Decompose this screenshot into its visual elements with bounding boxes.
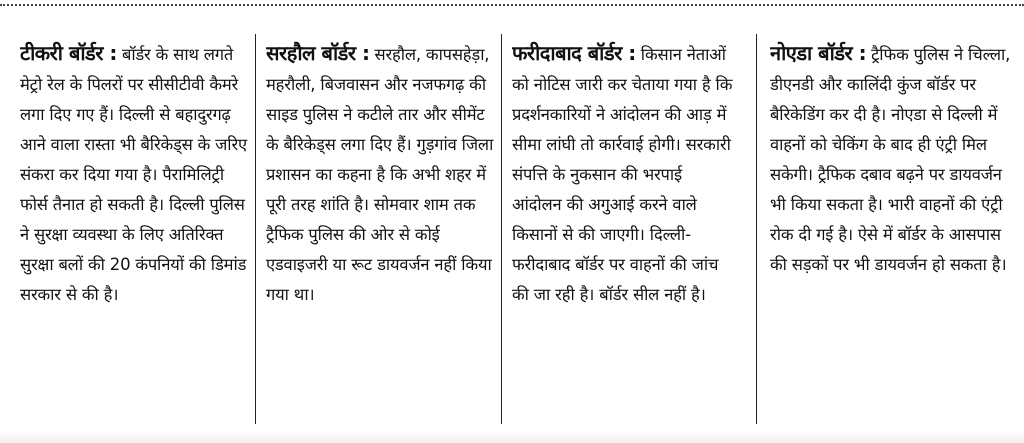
column-divider: [756, 34, 757, 424]
page-bottom-edge: [0, 431, 1024, 443]
article-body: [512, 38, 734, 310]
article-sarhaul-border: [266, 38, 498, 438]
article-heading: नोएडा बॉर्डर :: [770, 41, 867, 65]
column-divider: [255, 34, 256, 424]
article-body: [20, 38, 252, 310]
article-text: बॉर्डर के साथ लगते मेट्रो रेल के पिलरों पर सीसीटीवी कैमरे लगा दिए गए हैं। दिल्ली से बहादुरगढ़ आने वाला रास्ता भी बैरिकेड्स के जरिए संकरा कर दिया गया है। पैरामिलिट्री फोर्स तैनात हो सकती है। दिल्ली पुलिस ने सुरक्षा व्यवस्था के लिए अतिरिक्त सुरक्षा बलों की 20 कंपनियों की डिमांड सरकार से की है।: [20, 45, 247, 304]
article-heading: टीकरी बॉर्डर :: [20, 41, 117, 65]
article-body: [770, 38, 1014, 280]
news-columns: [0, 14, 1024, 434]
article-faridabad-border: [512, 38, 734, 438]
article-text: ट्रैफिक पुलिस ने चिल्ला, डीएनडी और कालिंदी कुंज बॉर्डर पर बैरिकेडिंग कर दी है। नोएडा से दिल्ली में वाहनों को चेकिंग के बाद ही एंट्री मिल सकेगी। ट्रैफिक दबाव बढ़ने पर डायवर्जन भी किया सकता है। भारी वाहनों की एंट्री रोक दी गई है। ऐसे में बॉर्डर के आसपास की सड़कों पर भी डायवर्जन हो सकता है।: [770, 45, 1011, 274]
article-heading: फरीदाबाद बॉर्डर :: [512, 41, 636, 65]
article-noida-border: [770, 38, 1014, 438]
article-text: सरहौल, कापसहेड़ा, महरौली, बिजवासन और नजफगढ़ की साइड पुलिस ने कटीले तार और सीमेंट के बैरिकेड्स लगा दिए हैं। गुड़गांव जिला प्रशासन का कहना है कि अभी शहर में पूरी तरह शांति है। सोमवार शाम तक ट्रैफिक पुलिस की ओर से कोई एडवाइजरी या रूट डायवर्जन नहीं किया गया था।: [266, 45, 494, 304]
article-tikri-border: [20, 38, 252, 438]
article-heading: सरहौल बॉर्डर :: [266, 41, 370, 65]
column-divider: [501, 34, 502, 424]
article-text: किसान नेताओं को नोटिस जारी कर चेताया गया है कि प्रदर्शनकारियों ने आंदोलन की आड़ में सीमा लांघी तो कार्रवाई होगी। सरकारी संपत्ति के नुकसान की भरपाई आंदोलन की अगुआई करने वाले किसानों से की जाएगी। दिल्ली-फरीदाबाद बॉर्डर पर वाहनों की जांच की जा रही है। बॉर्डर सील नहीं है।: [512, 45, 733, 304]
top-dotted-rule: [0, 4, 1024, 6]
article-body: [266, 38, 498, 310]
